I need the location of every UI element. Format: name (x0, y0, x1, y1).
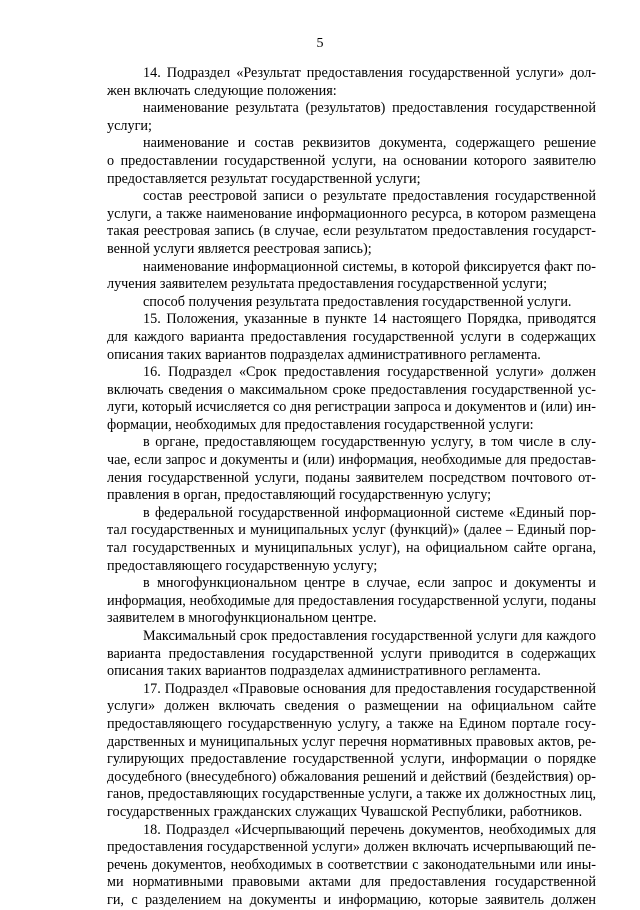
text-line: тал государственных и муниципальных услуг), на официальном сайте органа, (107, 540, 596, 557)
text-line: такая реестровая запись (в случае, если результатом предоставления государст- (107, 223, 596, 240)
text-line: правления в орган, предоставляющий государственную услугу; (107, 487, 492, 504)
text-line: тал государственных и муниципальных услуг (функций)» (далее – Единый пор- (107, 522, 596, 539)
text-line: речень документов, необходимых в соответствии с законодательными или ины- (107, 856, 596, 873)
text-line: наименование результата (результатов) предоставления государственной (143, 100, 596, 117)
text-line: в органе, предоставляющем государственную услугу, в том числе в слу- (143, 434, 596, 451)
text-line: государственных гражданских служащих Чувашской Республики, работников. (107, 803, 583, 820)
text-line: предоставляющего государственную услугу; (107, 557, 378, 574)
text-line: в федеральной государственной информационной системе «Единый пор- (143, 504, 596, 521)
text-line: для каждого варианта предоставления государственной услуги в содержащих (107, 328, 596, 345)
text-line: наименование и состав реквизитов документа, содержащего решение (143, 135, 596, 152)
text-line: 17. Подраздел «Правовые основания для предоставления государственной (143, 680, 596, 697)
text-line: заявителем в многофункциональном центре. (107, 610, 377, 627)
text-line: ми нормативными правовыми актами для предоставления государственной (107, 874, 596, 891)
text-line: способ получения результата предоставления государственной услуги. (143, 293, 572, 310)
text-line: в многофункциональном центре в случае, если запрос и документы и (143, 575, 596, 592)
text-line: формации, необходимых для предоставления государственной услуги: (107, 416, 534, 433)
text-line: предоставления государственной услуги» должен включать исчерпывающий пе- (107, 839, 596, 856)
text-line: досудебного (внесудебного) обжалования решений и действий (бездействия) ор- (107, 768, 596, 785)
text-line: информация, необходимые для предоставления государственной услуги, поданы (107, 592, 596, 609)
text-line: предоставляющего государственную услугу, а также на Едином портале госу- (107, 715, 596, 732)
text-line: 16. Подраздел «Срок предоставления государственной услуги» должен (143, 364, 596, 381)
text-line: описания таких вариантов подразделах административного регламента. (107, 663, 541, 680)
text-line: лучения заявителем результата предоставления государственной услуги; (107, 276, 548, 293)
text-line: луги, который исчисляется со дня регистрации запроса и документов и (или) ин- (107, 399, 596, 416)
text-line: услуги, а также наименование информационного ресурса, в котором размещена (107, 205, 596, 222)
text-line: венной услуги является реестровая запись); (107, 240, 372, 257)
text-line: предоставляется результат государственной услуги; (107, 170, 421, 187)
text-line: ганов, предоставляющих государственные услуги, а также их должностных лиц, (107, 786, 596, 803)
text-line: Максимальный срок предоставления государственной услуги для каждого (143, 628, 596, 644)
text-line: наименование информационной системы, в которой фиксируется факт по- (143, 258, 596, 275)
text-line: гулирующих предоставление государственной услуги, информации о порядке (107, 751, 596, 768)
text-line: ления государственной услуги, поданы заявителем посредством почтового от- (107, 469, 596, 486)
text-line: услуги» должен включать сведения о размещении на официальном сайте (107, 698, 596, 715)
text-line: жен включать следующие положения: (107, 82, 337, 99)
text-line: 14. Подраздел «Результат предоставления государственной услуги» дол- (143, 65, 596, 81)
document-body (107, 65, 596, 910)
page-number: 5 (316, 36, 324, 51)
text-line: 15. Положения, указанные в пункте 14 настоящего Порядка, приводятся (143, 311, 596, 328)
text-line: услуги; (107, 117, 152, 134)
text-line: о предоставлении государственной услуги, на основании которого заявителю (107, 152, 596, 169)
text-line: ги, с разделением на документы и информацию, которые заявитель должен (107, 891, 596, 908)
text-line: 18. Подраздел «Исчерпывающий перечень документов, необходимых для (143, 821, 596, 838)
text-line: включать сведения о максимальном сроке предоставления государственной ус- (107, 381, 596, 398)
text-line: дарственных и муниципальных услуг перечня нормативных правовых актов, ре- (107, 733, 596, 750)
text-line: варианта предоставления государственной услуги приводится в содержащих (107, 645, 596, 662)
text-line: чае, если запрос и документы и (или) информация, необходимые для предостав- (107, 452, 596, 469)
text-line: состав реестровой записи о результате предоставления государственной (143, 188, 596, 205)
text-line: описания таких вариантов подразделах административного регламента. (107, 346, 541, 363)
